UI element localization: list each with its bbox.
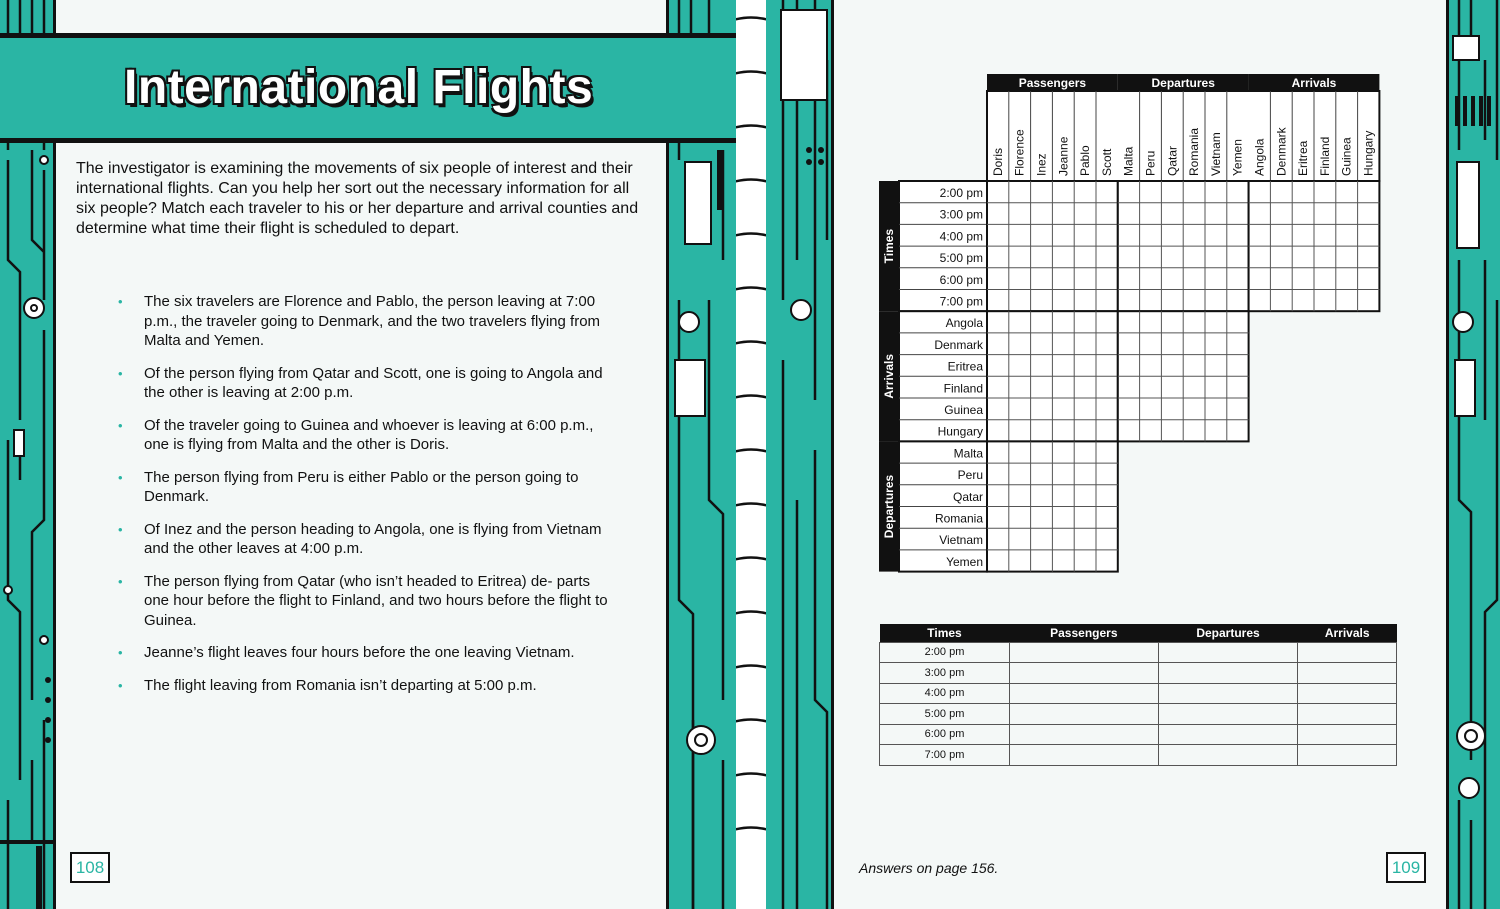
arrival-cell[interactable] <box>1298 704 1397 725</box>
clue-text: Of the person flying from Qatar and Scott, one is going to Angola and the other is leaving at 2:00 p.m. <box>144 364 603 401</box>
column-group-label: Arrivals <box>1291 76 1337 90</box>
arrival-cell[interactable] <box>1298 642 1397 663</box>
passenger-cell[interactable] <box>1010 663 1159 684</box>
bullet-icon: • <box>118 294 123 309</box>
departure-cell[interactable] <box>1158 724 1298 745</box>
row-label: 3:00 pm <box>939 207 983 222</box>
bullet-icon: • <box>118 677 123 693</box>
row-label: 2:00 pm <box>939 186 983 200</box>
column-label: Peru <box>1143 150 1158 176</box>
row-label: Vietnam <box>939 533 983 548</box>
clue-text: The person flying from Peru is either Pablo or the person going to Denmark. <box>144 468 579 505</box>
column-group-label: Passengers <box>1018 76 1087 90</box>
row-label: Malta <box>953 446 983 461</box>
arrival-cell[interactable] <box>1298 663 1397 684</box>
clue-text: The flight leaving from Romania isn’t departing at 5:00 p.m. <box>144 676 537 694</box>
bullet-icon: • <box>118 469 123 485</box>
row-group-label: Times <box>882 228 896 264</box>
row-label: Yemen <box>946 554 983 569</box>
column-label: Doris <box>990 147 1005 176</box>
answer-table <box>879 624 1397 766</box>
time-cell: 6:00 pm <box>880 724 1010 745</box>
page-title: International Flights <box>124 61 594 114</box>
time-cell: 2:00 pm <box>880 642 1010 663</box>
page-number-left: 108 <box>70 852 110 883</box>
table-row <box>880 724 1397 745</box>
arrival-cell[interactable] <box>1298 683 1397 704</box>
row-label: Finland <box>943 381 983 396</box>
answers-note: Answers on page 156. <box>859 860 999 876</box>
page-number-right: 109 <box>1386 852 1426 883</box>
row-label: 5:00 pm <box>939 251 983 266</box>
table-row <box>880 663 1397 684</box>
bullet-icon: • <box>118 645 123 660</box>
column-label: Angola <box>1252 138 1267 176</box>
column-label: Eritrea <box>1296 140 1311 176</box>
departure-cell[interactable] <box>1158 683 1298 704</box>
bullet-icon: • <box>118 573 123 589</box>
passenger-cell[interactable] <box>1010 642 1159 663</box>
column-label: Vietnam <box>1208 132 1223 176</box>
row-label: Peru <box>957 468 983 483</box>
column-label: Jeanne <box>1056 136 1071 176</box>
time-cell: 3:00 pm <box>880 663 1010 684</box>
column-label: Scott <box>1099 148 1114 176</box>
row-group-label: Arrivals <box>882 353 896 399</box>
row-label: Hungary <box>937 424 983 439</box>
time-cell: 4:00 pm <box>880 683 1010 704</box>
departure-cell[interactable] <box>1158 745 1298 766</box>
row-label: 4:00 pm <box>939 229 983 244</box>
column-label: Guinea <box>1339 137 1354 176</box>
departure-cell[interactable] <box>1158 663 1298 684</box>
column-label: Pablo <box>1078 145 1093 176</box>
column-label: Malta <box>1121 146 1136 176</box>
header-times: Times <box>880 624 1010 642</box>
table-row <box>880 642 1397 663</box>
table-row <box>880 683 1397 704</box>
arrival-cell[interactable] <box>1298 724 1397 745</box>
answer-table-header <box>880 624 1397 642</box>
row-label: Denmark <box>934 337 983 352</box>
clue-text: Jeanne’s flight leaves four hours before the one leaving Vietnam. <box>144 644 575 661</box>
header-departures: Departures <box>1158 624 1298 642</box>
intro-paragraph: The investigator is examining the movements of six people of interest and their international flights. Can you help her sort out the necessary information for all six people? Match each traveler to his or her departure and arrival counties and determine what time their flight is scheduled to depart. <box>76 160 639 237</box>
column-label: Romania <box>1187 127 1202 176</box>
row-group-label: Departures <box>882 474 896 539</box>
time-cell: 5:00 pm <box>880 704 1010 725</box>
column-label: Inez <box>1034 153 1049 176</box>
row-label: Angola <box>945 316 983 331</box>
clue-text: Of the traveler going to Guinea and whoever is leaving at 6:00 p.m., one is flying from Malta and the other is Doris. <box>144 416 594 453</box>
passenger-cell[interactable] <box>1010 704 1159 725</box>
passenger-cell[interactable] <box>1010 745 1159 766</box>
row-label: Qatar <box>952 489 983 504</box>
row-label: Eritrea <box>947 359 983 374</box>
arrival-cell[interactable] <box>1298 745 1397 766</box>
bullet-icon: • <box>118 365 123 381</box>
column-label: Denmark <box>1274 127 1289 176</box>
header-arrivals: Arrivals <box>1298 624 1397 642</box>
passenger-cell[interactable] <box>1010 683 1159 704</box>
row-label: Guinea <box>944 403 983 417</box>
column-label: Yemen <box>1230 139 1245 176</box>
bullet-icon: • <box>118 521 123 537</box>
clue-text: Of Inez and the person heading to Angola, one is flying from Vietnam and the other leaves at 4:00 p.m. <box>144 520 602 557</box>
table-row <box>880 704 1397 725</box>
column-label: Hungary <box>1361 130 1376 176</box>
column-group-label: Departures <box>1151 76 1215 90</box>
clue-text: The person flying from Qatar (who isn’t headed to Eritrea) de- parts one hour before the flight to Finland, and two hours before the flight to Guinea. <box>144 572 608 629</box>
table-row <box>880 745 1397 766</box>
bullet-icon: • <box>118 417 123 433</box>
departure-cell[interactable] <box>1158 704 1298 725</box>
row-label: 7:00 pm <box>939 294 983 309</box>
row-label: Romania <box>934 511 983 526</box>
row-label: 6:00 pm <box>939 272 983 287</box>
time-cell: 7:00 pm <box>880 745 1010 766</box>
clue-text: The six travelers are Florence and Pablo, the person leaving at 7:00 p.m., the traveler going to Denmark, and the two travelers flying from Malta and Yemen. <box>144 293 601 349</box>
header-passengers: Passengers <box>1010 624 1159 642</box>
departure-cell[interactable] <box>1158 642 1298 663</box>
passenger-cell[interactable] <box>1010 724 1159 745</box>
column-label: Finland <box>1317 136 1332 176</box>
column-label: Florence <box>1012 129 1027 176</box>
column-label: Qatar <box>1165 145 1180 176</box>
